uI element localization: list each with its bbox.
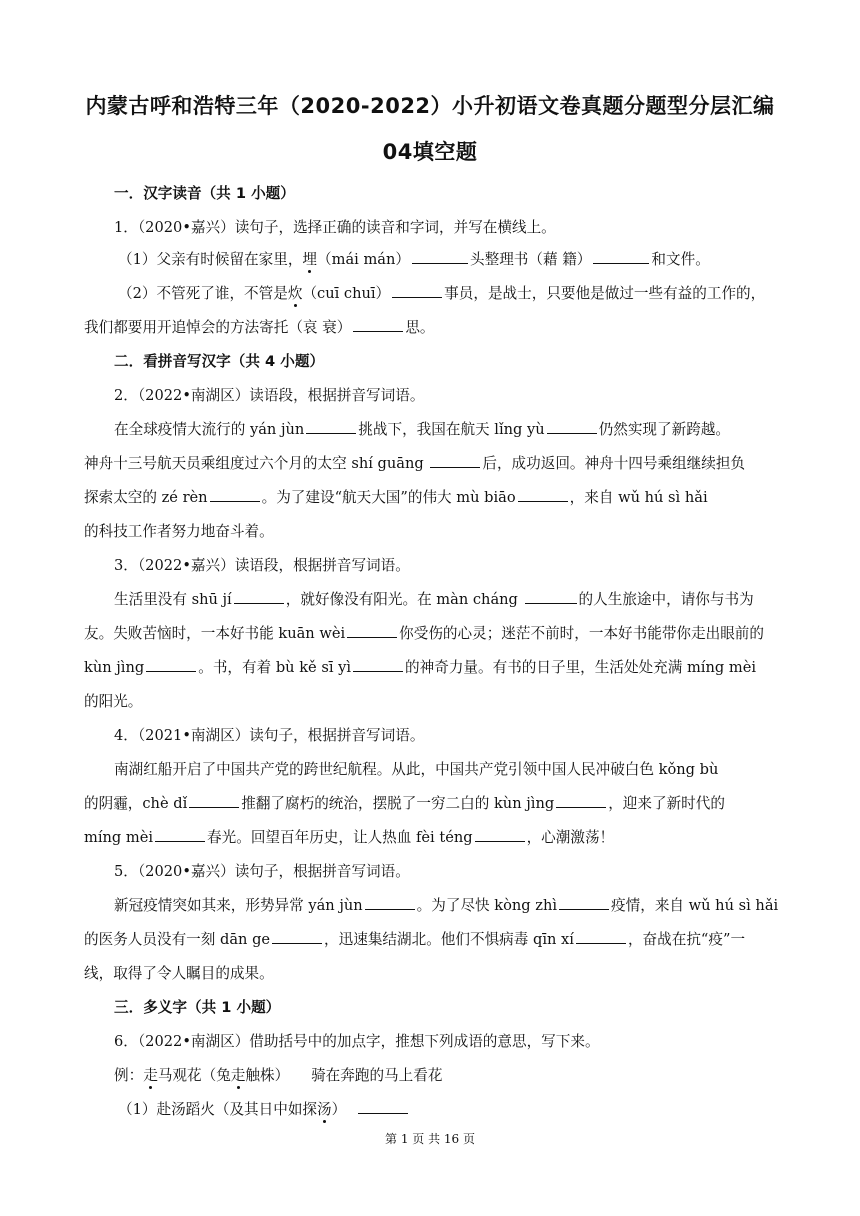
q3-line-4: 的阳光。 <box>84 693 143 710</box>
q5-line-2: 的医务人员没有一刻 dān ge ，迅速集结湖北。他们不惧病毒 qīn xí ，奋战在抗“疫”一 <box>84 931 746 948</box>
answer-blank[interactable] <box>547 419 597 434</box>
question-6: 6．（2022•南湖区）借助括号中的加点字，推想下列成语的意思，写下来。 <box>114 1033 600 1050</box>
answer-blank[interactable] <box>556 793 606 808</box>
q4-line-1: 南湖红船开启了中国共产党的跨世纪航程。从此，中国共产党引领中国人民冲破白色 kǒng bù <box>114 761 719 778</box>
answer-blank[interactable] <box>347 623 397 638</box>
answer-blank[interactable] <box>210 487 260 502</box>
q4-line-2: 的阴霾，chè dǐ 推翻了腐朽的统治，摆脱了一穷二白的 kùn jìng ，迎来了新时代的 <box>84 795 725 812</box>
answer-blank[interactable] <box>518 487 568 502</box>
answer-blank[interactable] <box>475 827 525 842</box>
q3-line-3: kùn jìng 。书，有着 bù kě sī yì 的神奇力量。有书的日子里，生活处处充满 míng mèi <box>84 659 756 676</box>
section-heading-3: 三．多义字（共 1 小题） <box>114 999 281 1016</box>
q2-line-3: 探索太空的 zé rèn 。为了建设“航天大国”的伟大 mù biāo ，来自 wǔ hú sì hǎi <box>84 489 708 506</box>
section-heading-1: 一．汉字读音（共 1 小题） <box>114 185 295 202</box>
answer-blank[interactable] <box>525 589 577 604</box>
q4-line-3: míng mèi 春光。回望百年历史，让人热血 fèi téng ，心潮激荡！ <box>84 829 615 846</box>
q6-item-1: （1）赴汤蹈火（及其日中如探汤） <box>118 1098 410 1119</box>
question-1-part-1: （1）父亲有时候留在家里，埋（mái mán） 头整理书（藉 籍） 和文件。 <box>118 248 710 269</box>
answer-blank[interactable] <box>146 657 196 672</box>
answer-blank[interactable] <box>189 793 239 808</box>
answer-blank[interactable] <box>392 283 442 298</box>
answer-blank[interactable] <box>155 827 205 842</box>
q2-line-4: 的科技工作者努力地奋斗着。 <box>84 523 274 540</box>
dotted-char: 埋 <box>302 248 317 269</box>
page-footer: 第 1 页 共 16 页 <box>385 1132 475 1146</box>
q5-line-3: 线，取得了令人瞩目的成果。 <box>84 965 274 982</box>
answer-blank[interactable] <box>358 1099 408 1114</box>
dotted-char: 走 <box>231 1064 246 1085</box>
answer-blank[interactable] <box>365 895 415 910</box>
q5-line-1: 新冠疫情突如其来，形势异常 yán jùn 。为了尽快 kòng zhì 疫情，来自 wǔ hú sì hǎi <box>114 897 779 914</box>
answer-blank[interactable] <box>412 249 468 264</box>
section-heading-2: 二．看拼音写汉字（共 4 小题） <box>114 353 325 370</box>
answer-blank[interactable] <box>353 657 403 672</box>
q2-line-2: 神舟十三号航天员乘组度过六个月的太空 shí guāng 后，成功返回。神舟十四号乘组继续担负 <box>84 455 746 472</box>
question-1: 1．（2020•嘉兴）读句子，选择正确的读音和字词，并写在横线上。 <box>114 219 556 236</box>
question-4: 4．（2021•南湖区）读句子，根据拼音写词语。 <box>114 727 425 744</box>
answer-blank[interactable] <box>559 895 609 910</box>
answer-blank[interactable] <box>576 929 626 944</box>
dotted-char: 炊 <box>288 282 303 303</box>
answer-blank[interactable] <box>430 453 480 468</box>
question-3: 3．（2022•嘉兴）读语段，根据拼音写词语。 <box>114 557 410 574</box>
document-subtitle: 04填空题 <box>382 140 478 164</box>
dotted-char: 走 <box>143 1064 158 1085</box>
answer-blank[interactable] <box>306 419 356 434</box>
q3-line-1: 生活里没有 shū jí ，就好像没有阳光。在 màn cháng 的人生旅途中，请你与书为 <box>114 591 754 608</box>
question-2: 2．（2022•南湖区）读语段，根据拼音写词语。 <box>114 387 425 404</box>
dotted-char: 汤 <box>317 1098 332 1119</box>
question-1-part-2: （2）不管死了谁，不管是炊（cuī chuī） 事员，是战士，只要他是做过一些有益的工作的， <box>118 282 765 303</box>
q6-example: 例：走马观花（兔走触株） 骑在奔跑的马上看花 <box>114 1064 442 1085</box>
question-1-part-2-cont: 我们都要用开追悼会的方法寄托（哀 衰） 思。 <box>84 319 435 336</box>
document-title: 内蒙古呼和浩特三年（2020-2022）小升初语文卷真题分题型分层汇编 <box>85 94 775 118</box>
answer-blank[interactable] <box>353 317 403 332</box>
question-5: 5．（2020•嘉兴）读句子，根据拼音写词语。 <box>114 863 410 880</box>
answer-blank[interactable] <box>272 929 322 944</box>
q2-line-1: 在全球疫情大流行的 yán jùn 挑战下，我国在航天 lǐng yù 仍然实现了新跨越。 <box>114 421 730 438</box>
answer-blank[interactable] <box>593 249 649 264</box>
answer-blank[interactable] <box>234 589 284 604</box>
q3-line-2: 友。失败苦恼时，一本好书能 kuān wèi 你受伤的心灵；迷茫不前时，一本好书能带你走出眼前的 <box>84 625 764 642</box>
